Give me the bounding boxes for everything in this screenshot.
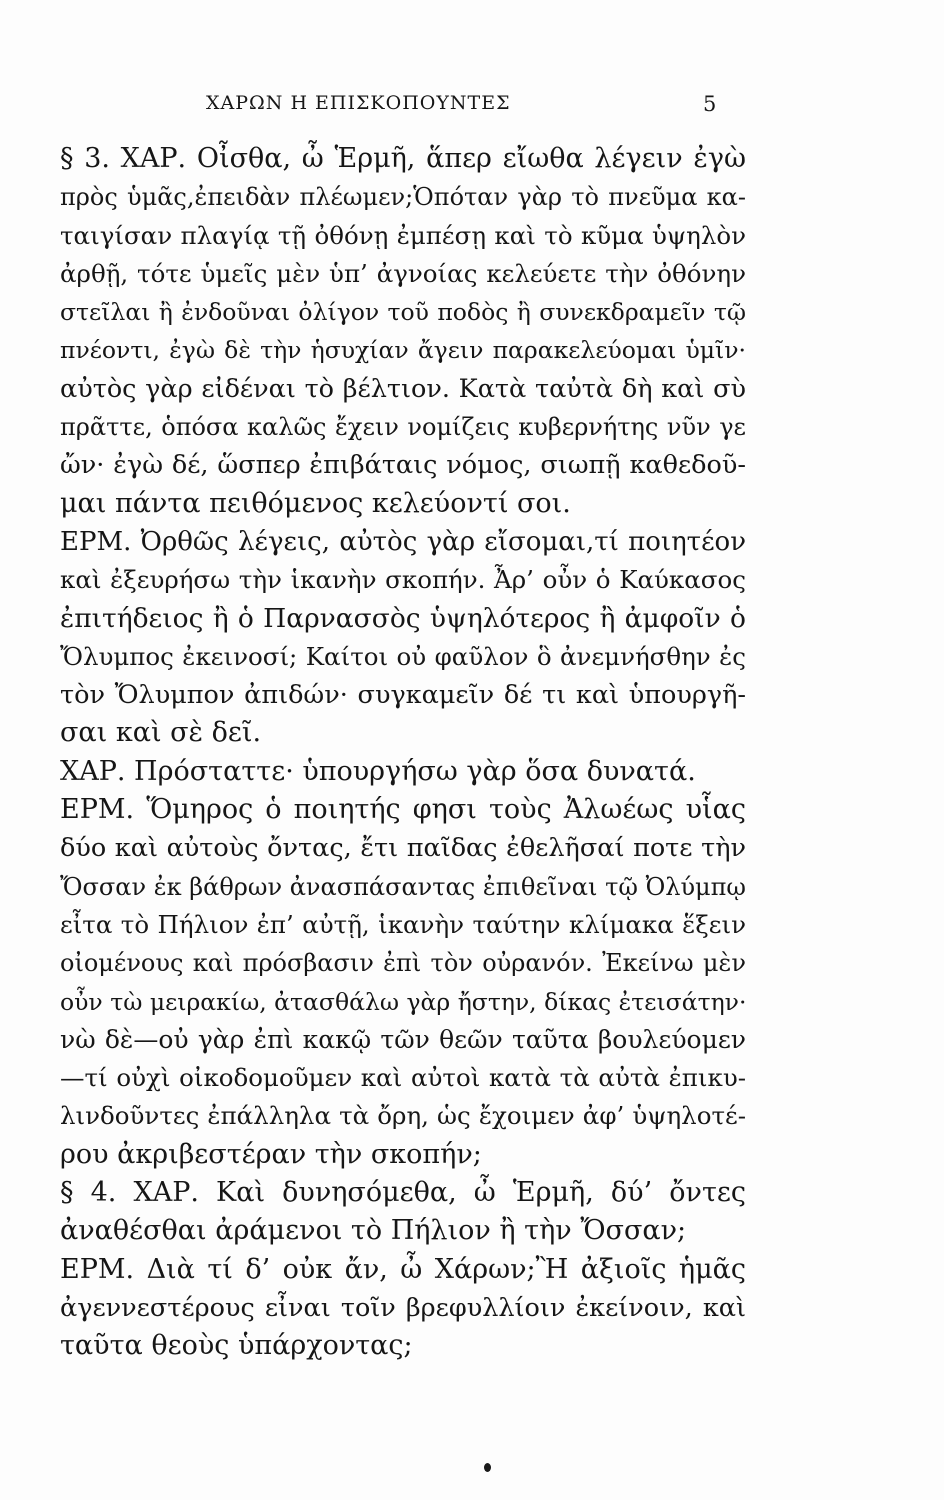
ink-speck xyxy=(484,1463,491,1472)
text-line: ἀρθῇ, τότε ὑμεῖς μὲν ὑπ’ ἀγνοίας κελεύετε τὴν ὀθόνην xyxy=(60,258,746,288)
text-line: ΧΑΡ. Πρόσταττε· ὑπουργήσω γὰρ ὅσα δυνατά. xyxy=(60,755,696,787)
page-number: 5 xyxy=(703,92,717,116)
text-line: στεῖλαι ἢ ἐνδοῦναι ὀλίγον τοῦ ποδὸς ἢ συνεκδραμεῖν τῷ xyxy=(60,298,746,327)
text-line: λινδοῦντες ἐπάλληλα τὰ ὄρη, ὡς ἔχοιμεν ἀφ’ ὑψηλοτέ- xyxy=(60,1101,746,1131)
text-line: αὐτὸς γὰρ εἰδέναι τὸ βέλτιον. Κατὰ ταὐτὰ δὴ καὶ σὺ xyxy=(60,373,746,404)
text-line: καὶ ἐξευρήσω τὴν ἱκανὴν σκοπήν. Ἆρ’ οὖν ὁ Καύκασος xyxy=(60,565,746,595)
text-line: —τί οὐχὶ οἰκοδομοῦμεν καὶ αὐτοὶ κατὰ τὰ αὐτὰ ἐπικυ- xyxy=(60,1063,746,1093)
text-line: οἰομένους καὶ πρόσβασιν ἐπὶ τὸν οὐρανόν. Ἐκείνω μὲν xyxy=(60,949,746,978)
text-line: ταιγίσαν πλαγίᾳ τῇ ὀθόνῃ ἐμπέσῃ καὶ τὸ κῦμα ὑψηλὸν xyxy=(60,220,746,250)
text-line: ΕΡΜ. Διὰ τί δ’ οὐκ ἄν, ὦ Χάρων;Ἢ ἀξιοῖς ἡμᾶς xyxy=(60,1253,746,1285)
text-line: τὸν Ὄλυμπον ἀπιδών· συγκαμεῖν δέ τι καὶ ὑπουργῆ- xyxy=(60,680,746,711)
text-line: δύο καὶ αὐτοὺς ὄντας, ἔτι παῖδας ἐθελῆσαί ποτε τὴν xyxy=(60,833,746,864)
main-text xyxy=(60,140,746,1366)
running-head: ΧΑΡΩΝ Η ΕΠΙΣΚΟΠΟΥΝΤΕΣ xyxy=(206,92,511,114)
text-line: ΕΡΜ. Ὅμηρος ὁ ποιητής φησι τοὺς Ἀλωέως υἷας xyxy=(60,794,746,826)
text-line: § 3. ΧΑΡ. Οἶσθα, ὦ Ἑρμῆ, ἅπερ εἴωθα λέγειν ἐγὼ xyxy=(60,143,746,174)
text-line: ΕΡΜ. Ὀρθῶς λέγεις, αὐτὸς γὰρ εἴσομαι,τί ποιητέον xyxy=(60,526,746,557)
text-line: ἀγεννεστέρους εἶναι τοῖν βρεφυλλίοιν ἐκείνοιν, καὶ xyxy=(60,1292,746,1323)
text-line: μαι πάντα πειθόμενος κελεύοντί σοι. xyxy=(60,487,571,519)
text-line: ἀναθέσθαι ἀράμενοι τὸ Πήλιον ἢ τὴν Ὄσσαν; xyxy=(60,1215,687,1247)
text-line: οὖν τὼ μειρακίω, ἀτασθάλω γὰρ ἤστην, δίκας ἐτεισάτην· xyxy=(60,987,746,1016)
text-line: ἐπιτήδειος ἢ ὁ Παρνασσὸς ὑψηλότερος ἢ ἀμφοῖν ὁ xyxy=(60,602,746,634)
text-line: § 4. ΧΑΡ. Καὶ δυνησόμεθα, ὦ Ἑρμῆ, δύ’ ὄντες xyxy=(60,1177,746,1209)
text-line: ρου ἀκριβεστέραν τὴν σκοπήν; xyxy=(60,1138,482,1170)
text-line: Ὄσσαν ἐκ βάθρων ἀνασπάσαντας ἐπιθεῖναι τῷ Ὀλύμπῳ xyxy=(60,872,746,901)
text-line: ὤν· ἐγὼ δέ, ὥσπερ ἐπιβάταις νόμος, σιωπῇ καθεδοῦ- xyxy=(60,450,746,481)
text-line: πρᾶττε, ὁπόσα καλῶς ἔχειν νομίζεις κυβερνήτης νῦν γε xyxy=(60,413,746,442)
text-line: πνέοντι, ἐγὼ δὲ τὴν ἡσυχίαν ἄγειν παρακελεύομαι ὑμῖν· xyxy=(60,336,746,365)
text-line: εἶτα τὸ Πήλιον ἐπ’ αὐτῇ, ἱκανὴν ταύτην κλίμακα ἕξειν xyxy=(60,909,746,939)
text-line: ταῦτα θεοὺς ὑπάρχοντας; xyxy=(60,1330,413,1362)
text-line: σαι καὶ σὲ δεῖ. xyxy=(60,717,262,749)
text-line: νὼ δὲ—οὐ γὰρ ἐπὶ κακῷ τῶν θεῶν ταῦτα βουλεύομεν xyxy=(60,1024,746,1054)
text-line: πρὸς ὑμᾶς,ἐπειδὰν πλέωμεν;Ὁπόταν γὰρ τὸ πνεῦμα κα- xyxy=(60,183,746,212)
text-line: Ὄλυμπος ἐκεινοσί; Καίτοι οὐ φαῦλον ὃ ἀνεμνήσθην ἐς xyxy=(60,641,746,671)
